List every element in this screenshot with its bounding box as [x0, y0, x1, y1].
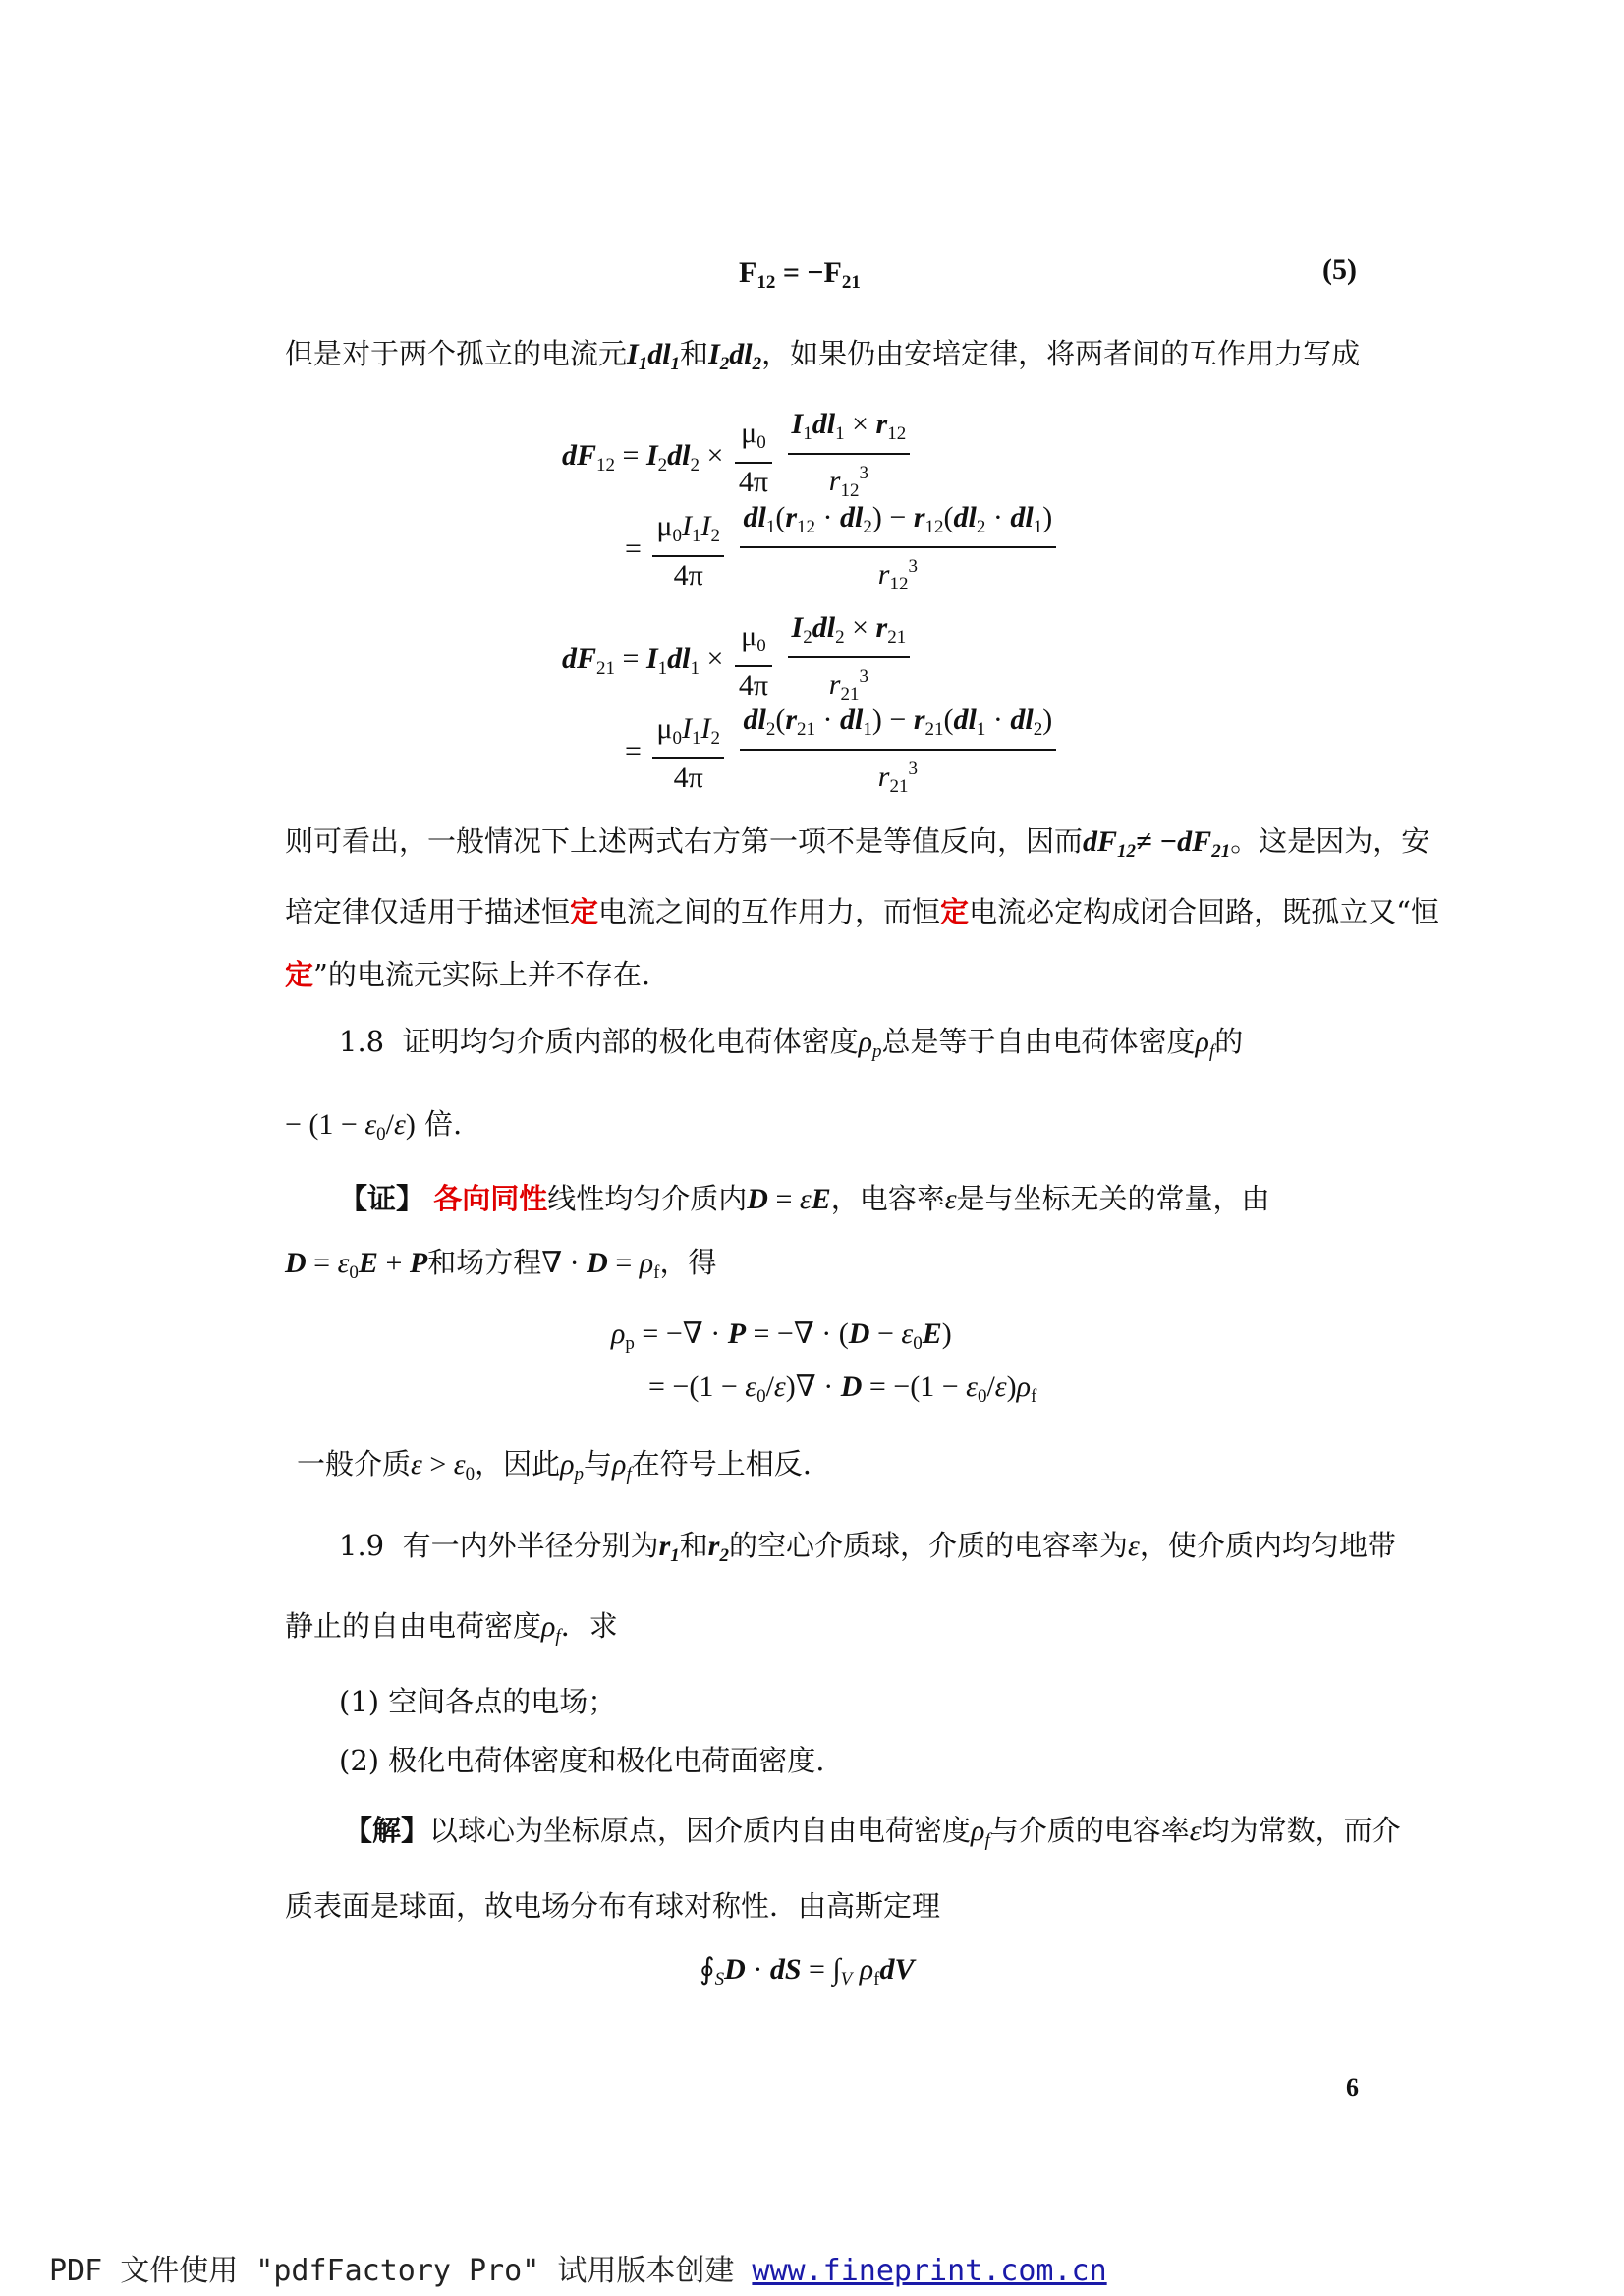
equation-dF12-expanded: = $\frac{\mu_0I_1I_2}{4\pi}$ $\frac{dl_1(r_{12} \cdot dl_2) - r_{12}(dl_2 \cdot dl_1)}{r_{12}^3}$: [625, 501, 1060, 601]
equation-5: $F_{12} = -F_{21}$: [739, 256, 861, 293]
paragraph-text: − $(1 - \varepsilon_0/\varepsilon)$ 倍.: [285, 1107, 463, 1145]
equation-rho-p: $\rho_p$ = −∇ · P = −∇ · $(D - \varepsilon_0E)$: [611, 1317, 952, 1354]
footer-link[interactable]: www.fineprint.com.cn: [752, 2254, 1107, 2288]
page-number: 6: [1346, 2073, 1359, 2101]
proof-text: 一般介质$\varepsilon > \varepsilon_0$，因此$\rho_p$与$\rho_f$在符号上相反.: [297, 1447, 812, 1484]
solution-text: 【解】以球心为坐标原点，因介质内自由电荷密度$\rho_f$与介质的电容率ε均为常数，而介: [344, 1814, 1401, 1851]
list-item: (1) 空间各点的电场；: [339, 1685, 617, 1718]
equation-gauss-law: $∮_SD$ · dS = $\int_V$ $\rho_fdV$: [700, 1953, 915, 1989]
question-1-9: 1.9 有一内外半径分别为$r_1$和$r_2$的空心介质球，介质的电容率为ε，使介质内均匀地带: [339, 1529, 1396, 1566]
paragraph-text: 则可看出，一般情况下上述两式右方第一项不是等值反向，因而$dF_{12}\ne -dF_{21}$。这是因为，安: [285, 824, 1430, 862]
question-1-8: 1.8 证明均匀介质内部的极化电荷体密度$\rho_p$总是等于自由电荷体密度$\rho_f$的: [339, 1025, 1244, 1062]
solution-text: 质表面是球面，故电场分布有球对称性．由高斯定理: [285, 1889, 941, 1923]
equation-rho-p-result: = $-(1 - \varepsilon_0/\varepsilon)\nabla \cdot D = -(1 - \varepsilon_0/\varepsilon)\rho_f$: [648, 1371, 1037, 1407]
paragraph-text: 培定律仅适用于描述恒定电流之间的互作用力，而恒定电流必定构成闭合回路，既孤立又“恒: [285, 895, 1439, 928]
proof-text: 【证】 各向同性线性均匀介质内D = εE，电容率ε是与坐标无关的常量，由: [339, 1182, 1270, 1215]
footer-text: PDF 文件使用 "pdfFactory Pro" 试用版本创建: [49, 2254, 753, 2288]
pdf-footer: [49, 2246, 1107, 2289]
proof-text: $D = \varepsilon_0E + P$和场方程∇ · $D = \rho_f$，得: [285, 1246, 717, 1283]
list-item: (2) 极化电荷体密度和极化电荷面密度.: [339, 1744, 825, 1777]
question-1-9: 静止的自由电荷密度$\rho_f$．求: [285, 1609, 618, 1647]
equation-dF21: $dF_{21} = I_1dl_1$ × $\frac{\mu_0}{4\pi}$ $\frac{I_2dl_2 \times r_{21}}{r_{21}^3}$: [562, 611, 914, 711]
equation-dF21-expanded: = $\frac{\mu_0I_1I_2}{4\pi}$ $\frac{dl_2(r_{21} \cdot dl_1) - r_{21}(dl_1 \cdot dl_2)}{r_{21}^3}$: [625, 703, 1060, 804]
equation-dF12: $dF_{12} = I_2dl_2$ × $\frac{\mu_0}{4\pi}$ $\frac{I_1dl_1 \times r_{12}}{r_{12}^3}$: [562, 408, 914, 508]
paragraph-text: 但是对于两个孤立的电流元$I_1dl_1$和$I_2dl_2$，如果仍由安培定律，将两者间的互作用力写成: [285, 337, 1361, 374]
equation-number: (5): [1322, 253, 1357, 286]
paragraph-text: 定”的电流元实际上并不存在.: [285, 958, 651, 991]
